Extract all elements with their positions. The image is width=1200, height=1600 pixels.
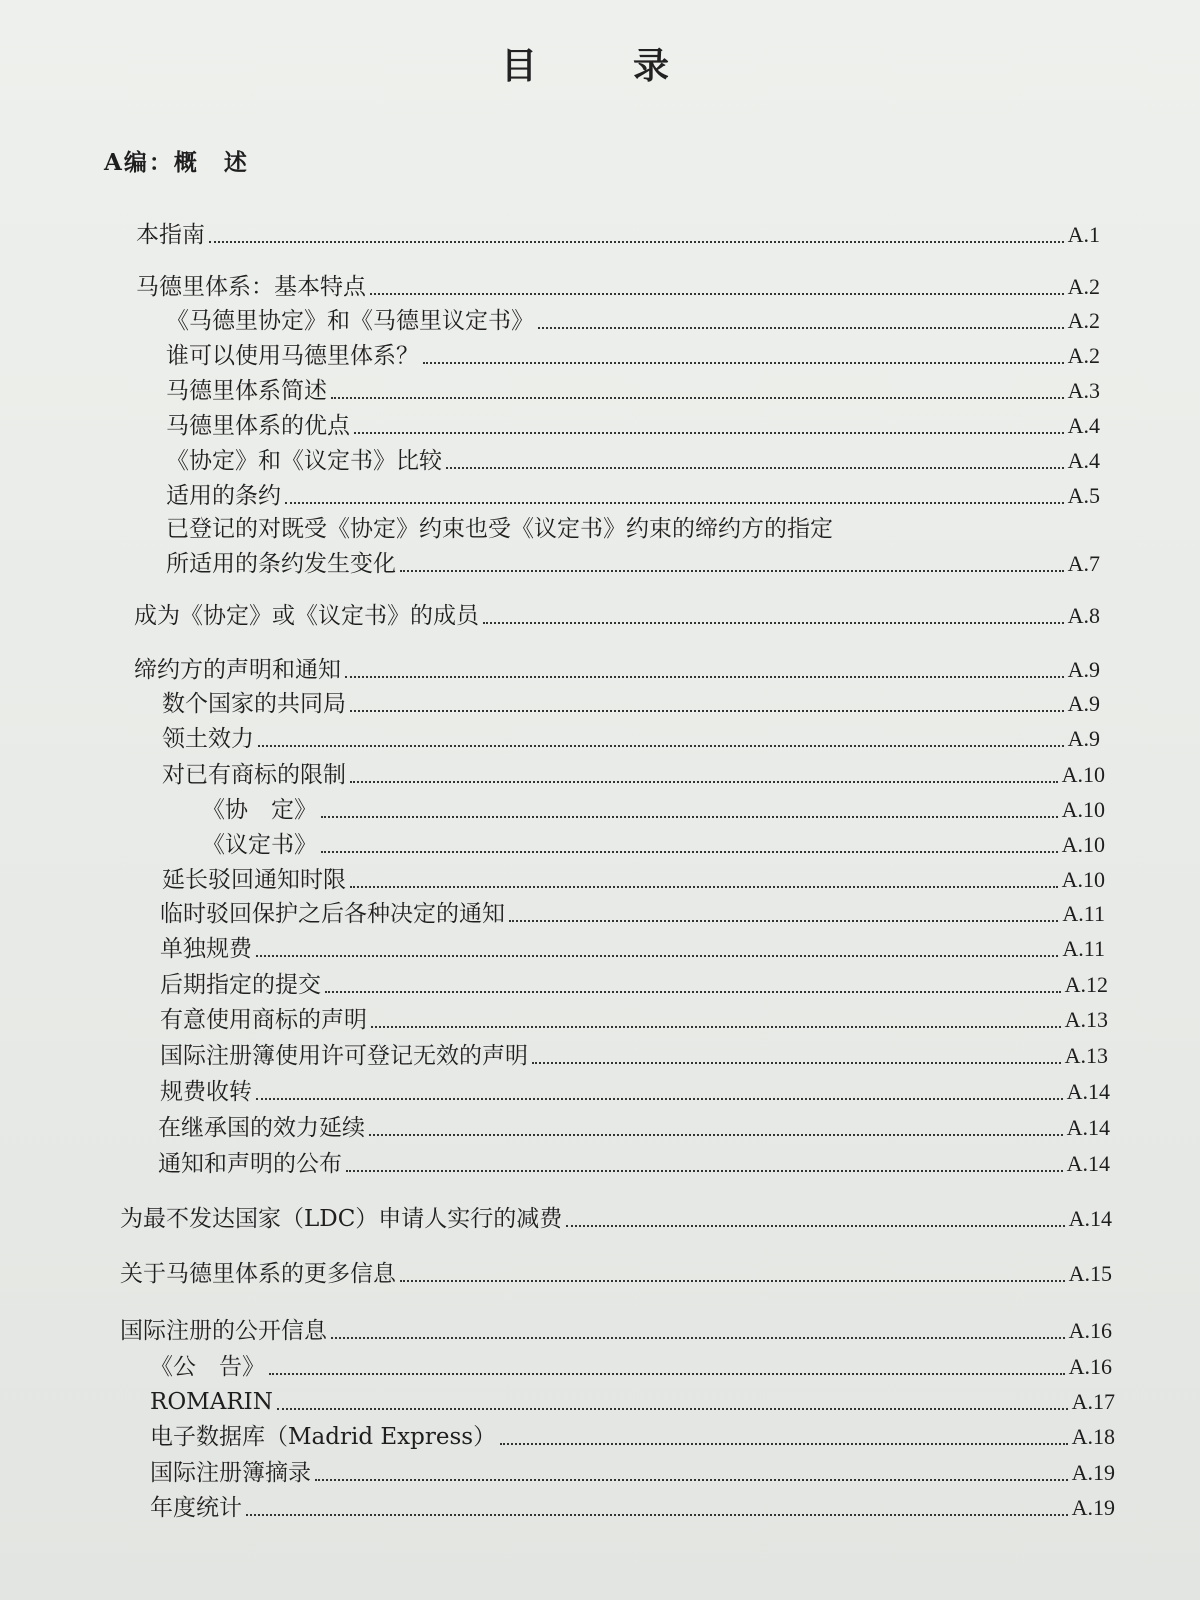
toc-entry-page: A.9 xyxy=(1067,657,1100,682)
dot-leader xyxy=(258,744,1064,747)
dot-leader xyxy=(209,240,1064,243)
toc-entry-page: A.19 xyxy=(1071,1495,1115,1520)
toc-entry xyxy=(166,446,1100,476)
dot-leader xyxy=(321,815,1058,818)
toc-entry xyxy=(150,1387,1115,1417)
dot-leader xyxy=(277,1407,1068,1410)
toc-entry xyxy=(134,655,1100,685)
dot-leader xyxy=(321,850,1058,853)
toc-entry-page: A.10 xyxy=(1061,762,1105,787)
toc-entry xyxy=(166,376,1100,406)
toc-entry-label: 国际注册的公开信息 xyxy=(120,1318,327,1344)
toc-entry-page: A.12 xyxy=(1064,972,1108,997)
part-heading: A编：概 述 xyxy=(104,149,249,176)
toc-entry-page: A.2 xyxy=(1067,308,1100,333)
toc-entry xyxy=(136,272,1100,302)
toc-entry xyxy=(162,724,1100,754)
toc-entry-page: A.14 xyxy=(1066,1151,1110,1176)
dot-leader xyxy=(345,675,1064,678)
toc-entry xyxy=(166,341,1100,371)
toc-entry xyxy=(162,760,1105,790)
toc-entry-page: A.17 xyxy=(1071,1389,1115,1414)
toc-entry xyxy=(150,1422,1115,1452)
toc-entry xyxy=(160,1005,1108,1035)
toc-entry xyxy=(134,601,1100,631)
toc-entry-label: 缔约方的声明和通知 xyxy=(134,657,341,683)
toc-entry-page: A.3 xyxy=(1067,378,1100,403)
toc-entry-page: A.5 xyxy=(1067,483,1100,508)
toc-entry-label: 领土效力 xyxy=(162,726,254,752)
toc-entry-label: 延长驳回通知时限 xyxy=(162,867,346,893)
toc-entry-page: A.16 xyxy=(1068,1318,1112,1343)
toc-entry-label: 成为《协定》或《议定书》的成员 xyxy=(134,603,479,629)
dot-leader xyxy=(354,431,1064,434)
toc-entry-label: 国际注册簿摘录 xyxy=(150,1460,311,1486)
toc-entry-label: 《马德里协定》和《马德里议定书》 xyxy=(166,308,534,334)
dot-leader xyxy=(371,1025,1061,1028)
toc-entry-label: 数个国家的共同局 xyxy=(162,691,346,717)
dot-leader xyxy=(370,292,1064,295)
dot-leader xyxy=(269,1372,1065,1375)
toc-entry-label: 适用的条约 xyxy=(166,483,281,509)
toc-entry xyxy=(150,1352,1112,1382)
toc-entry-page: A.13 xyxy=(1064,1007,1108,1032)
toc-entry-page: A.14 xyxy=(1066,1079,1110,1104)
toc-entry-page: A.9 xyxy=(1067,691,1100,716)
dot-leader xyxy=(256,954,1058,957)
toc-entry-label: 《协定》和《议定书》比较 xyxy=(166,448,442,474)
dot-leader xyxy=(350,885,1058,888)
dot-leader xyxy=(500,1442,1068,1445)
toc-entry-page: A.7 xyxy=(1067,551,1100,576)
dot-leader xyxy=(423,361,1064,364)
toc-entry-page: A.8 xyxy=(1067,603,1100,628)
toc-entry-page: A.10 xyxy=(1061,867,1105,892)
toc-entry-label: 关于马德里体系的更多信息 xyxy=(120,1261,396,1287)
toc-entry-label: 本指南 xyxy=(136,222,205,248)
toc-entry xyxy=(136,220,1100,250)
dot-leader xyxy=(483,621,1064,624)
toc-entry-label: 《公 告》 xyxy=(150,1354,265,1380)
toc-entry-label: 后期指定的提交 xyxy=(160,972,321,998)
dot-leader xyxy=(346,1169,1063,1172)
dot-leader xyxy=(285,501,1064,504)
toc-entry-label: 对已有商标的限制 xyxy=(162,762,346,788)
toc-entry-page: A.1 xyxy=(1067,222,1100,247)
dot-leader xyxy=(256,1097,1063,1100)
toc-entry-label: 马德里体系：基本特点 xyxy=(136,274,366,300)
toc-entry-label: 国际注册簿使用许可登记无效的声明 xyxy=(160,1043,528,1069)
toc-entry xyxy=(166,549,1100,579)
toc-entry xyxy=(160,934,1105,964)
toc-entry-page: A.10 xyxy=(1061,832,1105,857)
toc-entry xyxy=(160,970,1108,1000)
toc-entry-label: 年度统计 xyxy=(150,1495,242,1521)
toc-entry xyxy=(166,481,1100,511)
dot-leader xyxy=(446,466,1064,469)
toc-entry-label: ROMARIN xyxy=(150,1389,273,1415)
dot-leader xyxy=(532,1061,1061,1064)
toc-entry-page: A.15 xyxy=(1068,1261,1112,1286)
toc-entry xyxy=(120,1316,1112,1346)
dot-leader xyxy=(350,709,1064,712)
toc-entry-page: A.2 xyxy=(1067,274,1100,299)
toc-entry xyxy=(120,1204,1112,1234)
toc-entry-page: A.14 xyxy=(1066,1115,1110,1140)
toc-entry-label: 有意使用商标的声明 xyxy=(160,1007,367,1033)
toc-entry-page: A.13 xyxy=(1064,1043,1108,1068)
toc-entry-label: 所适用的条约发生变化 xyxy=(166,551,396,577)
dot-leader xyxy=(325,990,1061,993)
toc-entry-page: A.14 xyxy=(1068,1206,1112,1231)
toc-entry xyxy=(120,1259,1112,1289)
toc-entry xyxy=(162,865,1105,895)
toc-entry-label: 《议定书》 xyxy=(202,832,317,858)
toc-entry-page: A.4 xyxy=(1067,448,1100,473)
toc-entry-label: 马德里体系简述 xyxy=(166,378,327,404)
toc-entry-label: 电子数据库（Madrid Express） xyxy=(150,1424,497,1450)
toc-entry-label: 在继承国的效力延续 xyxy=(158,1115,365,1141)
toc-entry-page: A.19 xyxy=(1071,1460,1115,1485)
page-title: 目 录 xyxy=(500,45,699,87)
dot-leader xyxy=(538,326,1064,329)
dot-leader xyxy=(246,1513,1068,1516)
toc-entry-page: A.9 xyxy=(1067,726,1100,751)
dot-leader xyxy=(331,1336,1065,1339)
toc-entry xyxy=(150,1493,1115,1523)
toc-entry-page: A.18 xyxy=(1071,1424,1115,1449)
toc-entry-page: A.11 xyxy=(1062,936,1105,961)
toc-entry-label: 《协 定》 xyxy=(202,797,317,823)
toc-entry-page: A.10 xyxy=(1061,797,1105,822)
dot-leader xyxy=(315,1478,1068,1481)
dot-leader xyxy=(566,1224,1064,1227)
toc-entry-label: 通知和声明的公布 xyxy=(158,1151,342,1177)
toc-entry-label: 规费收转 xyxy=(160,1079,252,1105)
dot-leader xyxy=(369,1133,1063,1136)
dot-leader xyxy=(400,1279,1065,1282)
toc-entry-label: 临时驳回保护之后各种决定的通知 xyxy=(160,901,505,927)
toc-entry xyxy=(202,830,1105,860)
dot-leader xyxy=(331,396,1064,399)
toc-entry-label: 单独规费 xyxy=(160,936,252,962)
toc-entry xyxy=(158,1113,1110,1143)
toc-entry xyxy=(202,795,1105,825)
toc-entry-page: A.11 xyxy=(1062,901,1105,926)
toc-entry xyxy=(160,1041,1108,1071)
toc-entry-label: 马德里体系的优点 xyxy=(166,413,350,439)
toc-entry xyxy=(158,1149,1110,1179)
dot-leader xyxy=(400,569,1064,572)
toc-entry xyxy=(160,899,1105,929)
toc-entry xyxy=(166,306,1100,336)
dot-leader xyxy=(350,780,1058,783)
toc-entry xyxy=(160,1077,1110,1107)
toc-entry-page: A.4 xyxy=(1067,413,1100,438)
toc-entry-continuation: 已登记的对既受《协定》约束也受《议定书》约束的缔约方的指定 xyxy=(166,516,833,542)
toc-entry-label: 谁可以使用马德里体系？ xyxy=(166,343,419,369)
toc-entry xyxy=(162,689,1100,719)
toc-entry-label: 为最不发达国家（LDC）申请人实行的减费 xyxy=(120,1206,563,1232)
toc-entry xyxy=(150,1458,1115,1488)
toc-entry-page: A.16 xyxy=(1068,1354,1112,1379)
dot-leader xyxy=(509,919,1058,922)
toc-entry-page: A.2 xyxy=(1067,343,1100,368)
toc-entry xyxy=(166,411,1100,441)
